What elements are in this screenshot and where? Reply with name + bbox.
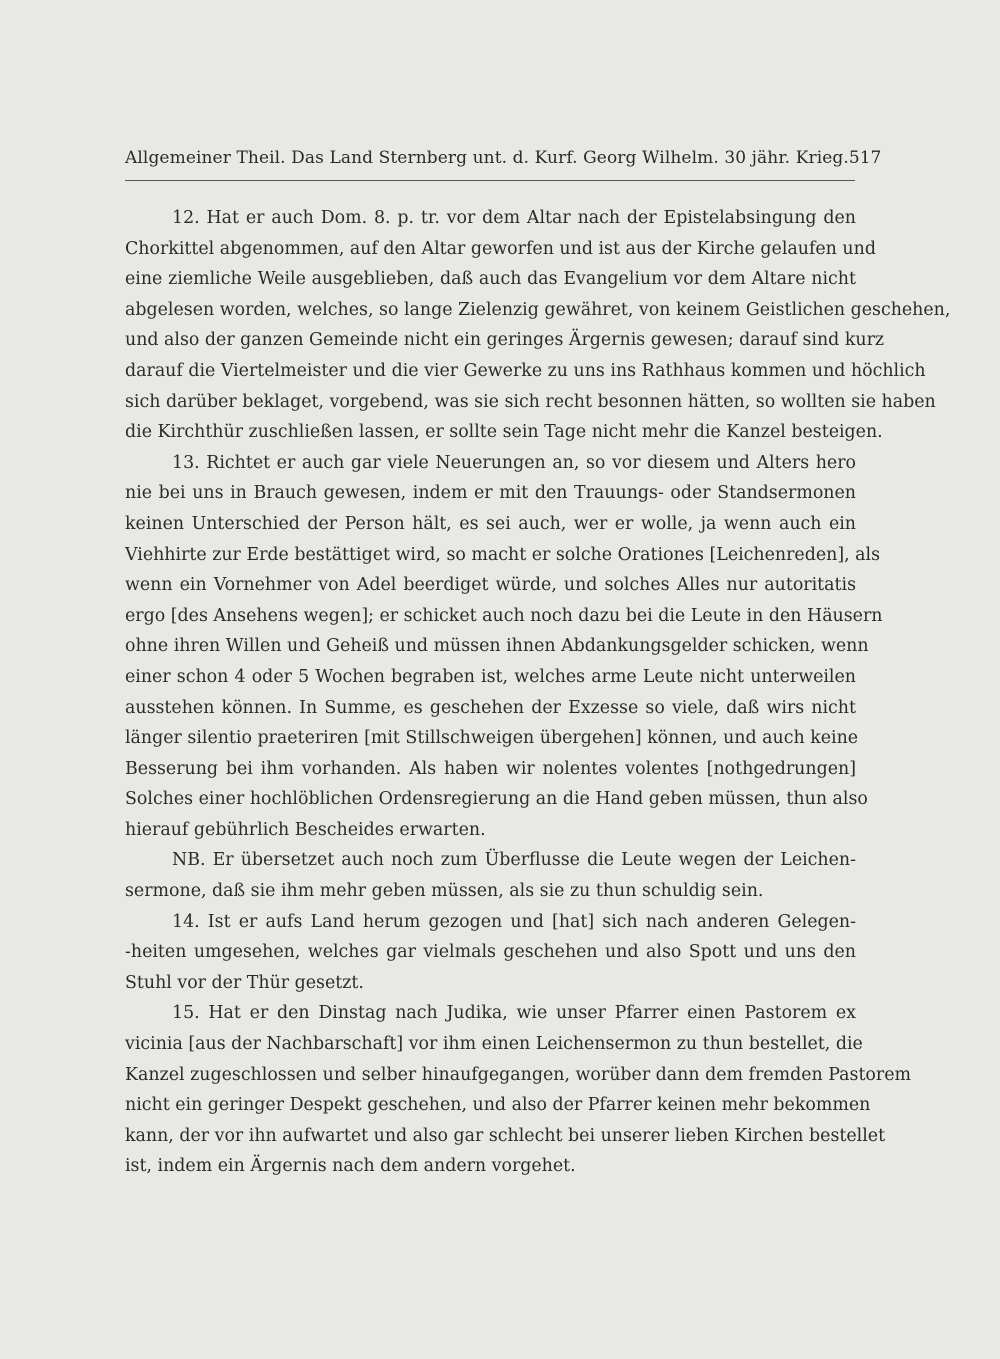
text-line: darauf die Viertelmeister und die vier Gewerke zu uns ins Rathhaus kommen und höchlich (125, 360, 926, 381)
text-line: Besserung bei ihm vorhanden. Als haben wir nolentes volentes [nothgedrungen] (125, 758, 856, 779)
header-rule (125, 180, 855, 181)
text-line: ausstehen können. In Summe, es geschehen der Exzesse so viele, daß wirs nicht (125, 697, 856, 718)
text-line: kann, der vor ihn aufwartet und also gar schlecht bei unserer lieben Kirchen bestellet (125, 1125, 886, 1146)
text-line: keinen Unterschied der Person hält, es sei auch, wer er wolle, ja wenn auch ein (125, 513, 856, 534)
text-line: ist, indem ein Ärgernis nach dem andern vorgehet. (125, 1156, 576, 1177)
text-line: ohne ihren Willen und Geheiß und müssen ihnen Abdankungsgelder schicken, wenn (125, 636, 869, 657)
text-line: länger silentio praeteriren [mit Stillschweigen übergehen] können, und auch keine (125, 728, 859, 749)
text-line: sermone, daß sie ihm mehr geben müssen, als sie zu thun schuldig sein. (125, 881, 764, 902)
text-line: NB. Er übersetzet auch noch zum Überflusse die Leute wegen der Leichen- (172, 850, 856, 871)
text-line: 15. Hat er den Dinstag nach Judika, wie unser Pfarrer einen Pastorem ex (172, 1003, 856, 1024)
text-line: Stuhl vor der Thür gesetzt. (125, 972, 364, 993)
text-line: vicinia [aus der Nachbarschaft] vor ihm einen Leichensermon zu thun bestellet, die (125, 1034, 863, 1055)
text-line: Solches einer hochlöblichen Ordensregierung an die Hand geben müssen, thun also (125, 789, 868, 810)
text-line: 13. Richtet er auch gar viele Neuerungen an, so vor diesem und Alters hero (172, 452, 856, 473)
text-line: 14. Ist er aufs Land herum gezogen und [hat] sich nach anderen Gelegen- (172, 911, 856, 932)
text-line: 12. Hat er auch Dom. 8. p. tr. vor dem Altar nach der Epistelabsingung den (172, 208, 856, 228)
text-line: ergo [des Ansehens wegen]; er schicket auch noch dazu bei die Leute in den Häusern (125, 605, 883, 626)
page-number: 517 (848, 148, 882, 168)
text-line: wenn ein Vornehmer von Adel beerdiget würde, und solches Alles nur autoritatis (125, 575, 856, 596)
text-line: Viehhirte zur Erde bestättiget wird, so macht er solche Orationes [Leichenreden], als (125, 544, 881, 565)
text-line: -heiten umgesehen, welches gar vielmals geschehen und also Spott und uns den (125, 942, 856, 963)
text-line: abgelesen worden, welches, so lange Zielenzig gewähret, von keinem Geistlichen geschehen, (125, 299, 951, 320)
text-line: nicht ein geringer Despekt geschehen, und also der Pfarrer keinen mehr bekommen (125, 1095, 871, 1116)
text-line: nie bei uns in Brauch gewesen, indem er mit den Trauungs- oder Standsermonen (125, 483, 856, 504)
text-line: eine ziemliche Weile ausgeblieben, daß auch das Evangelium vor dem Altare nicht (125, 269, 856, 290)
text-line: die Kirchthür zuschließen lassen, er sollte sein Tage nicht mehr die Kanzel besteigen. (125, 422, 883, 443)
text-line: und also der ganzen Gemeinde nicht ein geringes Ärgernis gewesen; darauf sind kurz (125, 330, 885, 351)
text-line: sich darüber beklaget, vorgebend, was sie sich recht besonnen hätten, so wollten sie haben (125, 391, 936, 412)
text-line: Chorkittel abgenommen, auf den Altar geworfen und ist aus der Kirche gelaufen und (125, 238, 876, 259)
body-text (125, 203, 951, 1182)
running-header-title: Allgemeiner Theil. Das Land Sternberg unt. d. Kurf. Georg Wilhelm. 30 jähr. Krieg. (125, 148, 849, 168)
running-header (125, 148, 882, 178)
text-line: Kanzel zugeschlossen und selber hinaufgegangen, worüber dann dem fremden Pastorem (125, 1064, 911, 1085)
text-line: hierauf gebührlich Bescheides erwarten. (125, 819, 486, 840)
text-line: einer schon 4 oder 5 Wochen begraben ist, welches arme Leute nicht unterweilen (125, 666, 856, 687)
